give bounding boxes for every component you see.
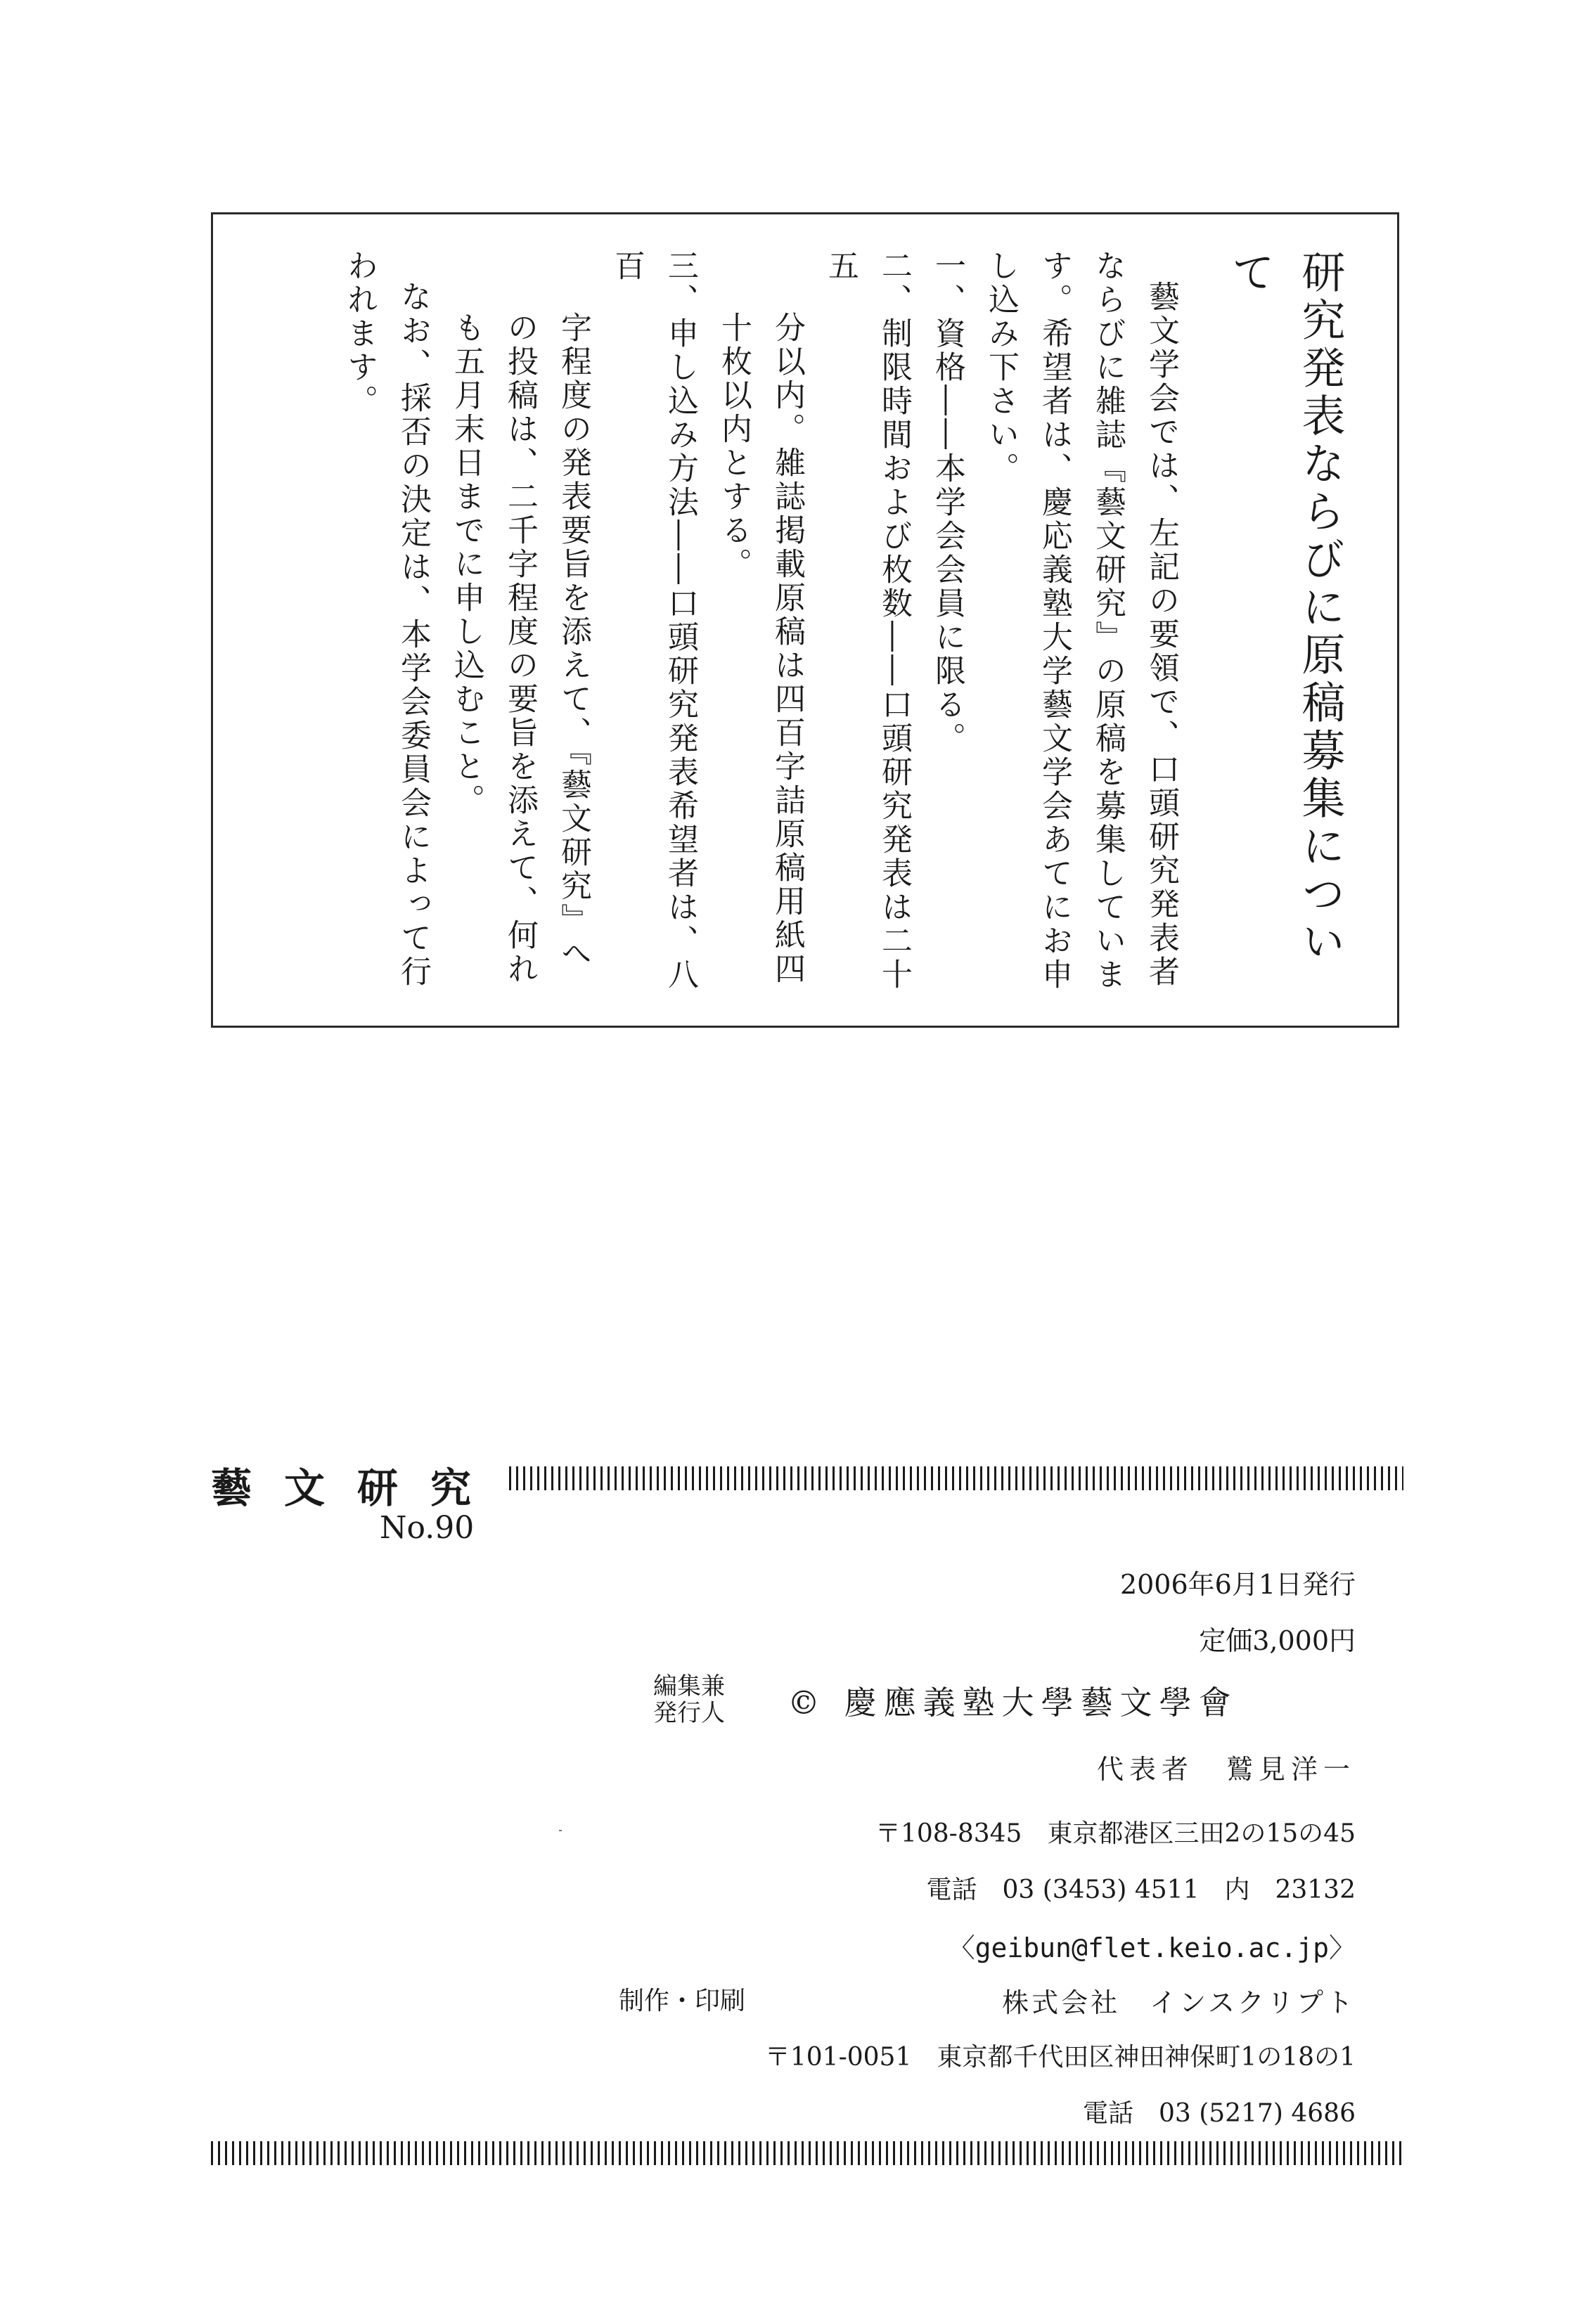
printer-phone: 電話 03 (5217) 4686 <box>1082 2099 1356 2128</box>
publisher-email: 〈geibun@flet.keio.ac.jp〉 <box>948 1932 1356 1963</box>
notice-closing: なお、採否の決定は、本学会委員会によって行われます。 <box>342 250 431 989</box>
publisher-name: © 慶應義塾大學藝文學會 <box>788 1684 1238 1722</box>
notice-item <box>920 250 974 998</box>
notice-item-head: 二、制限時間および枚数――口頭研究発表は二十五 <box>823 250 912 992</box>
notice-item-head: 三、申し込み方法――口頭研究発表希望者は、八百 <box>609 250 698 992</box>
notice-item-head: 一、資格――本学会会員に限る。 <box>930 250 965 756</box>
printer-address: 〒101-0051 東京都千代田区神田神保町1の18の1 <box>764 2043 1356 2072</box>
bottom-rule <box>211 2141 1403 2165</box>
editor-label <box>640 1673 738 1726</box>
notice-text <box>333 250 1355 998</box>
production-label: 制作・印刷 <box>619 1987 746 2015</box>
notice-intro: 藝文学会では、左記の要領で、口頭研究発表者ならびに雑誌『藝文研究』の原稿を募集しています。希望者は、慶応義塾大学藝文学会あてにお申し込み下さい。 <box>983 250 1179 992</box>
journal-title: 藝文研究 <box>211 1464 504 1512</box>
notice-box <box>211 212 1399 1028</box>
editor-label-line: 編集兼 <box>653 1672 725 1700</box>
issue-number: No.90 <box>380 1510 475 1546</box>
publisher-phone: 電話 03 (3453) 4511 内 23132 <box>926 1876 1356 1904</box>
notice-title: 研究発表ならびに原稿募集について <box>1224 250 1346 967</box>
scan-speck <box>559 1830 562 1831</box>
publisher-address: 〒108-8345 東京都港区三田2の15の45 <box>875 1819 1356 1848</box>
notice-item <box>439 250 707 998</box>
editor-label-line: 発行人 <box>653 1699 725 1727</box>
notice-item <box>707 250 920 998</box>
publication-date: 2006年6月1日発行 <box>1119 1569 1356 1600</box>
representative: 代表者 鷲見洋一 <box>1096 1754 1356 1785</box>
notice-item-continuation: 字程度の発表要旨を添えて、『藝文研究』への投稿は、二千字程度の要旨を添えて、何れも五月末日までに申し込むこと。 <box>449 311 591 986</box>
printer-name: 株式会社 インスクリプト <box>1002 1987 1356 2018</box>
price: 定価3,000円 <box>1199 1625 1356 1656</box>
notice-item-continuation: 分以内。雑誌掲載原稿は四百字詰原稿用紙四十枚以内とする。 <box>716 311 805 986</box>
top-rule <box>509 1466 1403 1490</box>
